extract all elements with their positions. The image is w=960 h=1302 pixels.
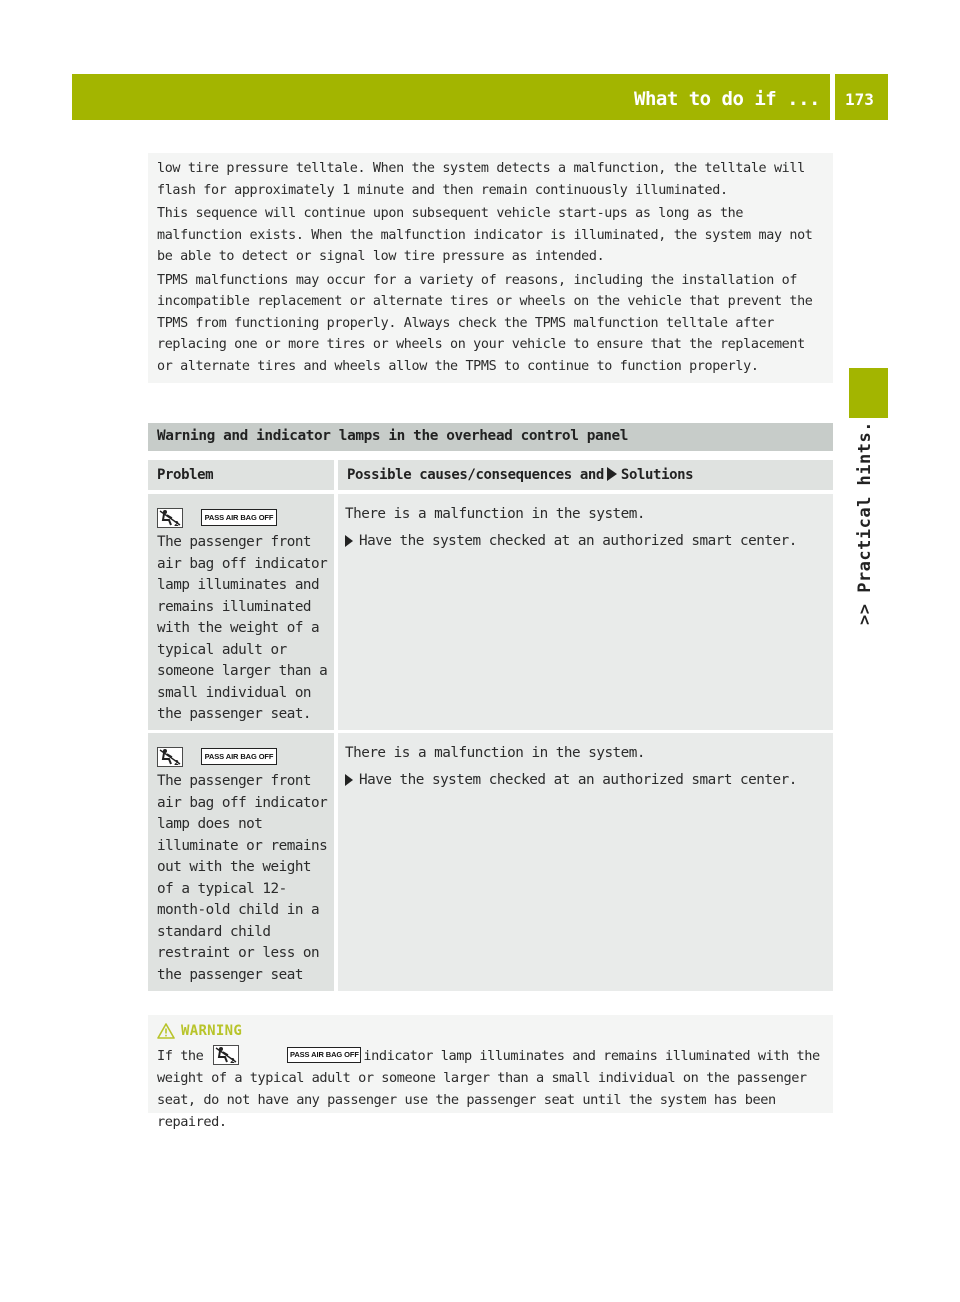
pass-air-bag-off-icon: PASS AIR BAG OFF	[201, 509, 277, 526]
solution-step	[345, 533, 797, 549]
solution-step	[345, 772, 797, 788]
step-text: Have the system checked at an authorized smart center.	[359, 772, 797, 788]
svg-text:2: 2	[174, 759, 179, 767]
arrow-right-icon	[345, 535, 353, 547]
side-tab-label: >> Practical hints.	[855, 421, 875, 625]
cause-text: There is a malfunction in the system.	[345, 745, 645, 761]
intro-box	[148, 153, 833, 383]
table-title: Warning and indicator lamps in the overhead control panel	[157, 428, 629, 444]
header-solutions-cell	[347, 467, 693, 483]
intro-paragraph: TPMS malfunctions may occur for a variety of reasons, including the installation of incompatible replacement or alternate tires or wheels on the vehicle that prevent the TPMS from functioning properly. Always check the TPMS malfunction telltale after replacing one or more tires or wheels on your vehicle to ensure that the replacement or alternate tires and wheels allow the TPMS to continue to function properly.	[157, 272, 813, 374]
intro-paragraph: This sequence will continue upon subsequent vehicle start-ups as long as the malfunction exists. When the malfunction indicator is illuminated, the system may not be able to detect or signal low tire pressure as intended.	[157, 206, 813, 264]
problem-text: The passenger front air bag off indicator lamp does not illuminate or remains out with the weight of a typical 12-month-old child in a standard child restraint or less on the passenger seat	[157, 773, 328, 983]
header-cell-problem	[148, 460, 334, 490]
warning-label: WARNING	[181, 1023, 243, 1039]
header-causes-label: Possible causes/consequences and	[347, 467, 604, 483]
warning-text-after: indicator lamp illuminates and remains illuminated with the weight of a typical adult or someone larger than a small individual on the passenger seat, do not have any passenger use the passenger seat until the system has been repaired.	[157, 1048, 820, 1130]
problem-cell	[148, 494, 334, 730]
pass-air-bag-off-icon: PASS AIR BAG OFF	[287, 1047, 361, 1063]
warning-text-before: If the	[157, 1048, 204, 1064]
table-title-bar	[148, 423, 833, 451]
arrow-right-icon	[607, 467, 617, 481]
passenger-seat-airbag-icon	[157, 747, 183, 767]
header-cell-solutions	[338, 460, 833, 490]
table-row	[148, 494, 833, 730]
solution-cell	[338, 494, 833, 730]
warning-text	[157, 1045, 829, 1133]
solution-cell	[338, 733, 833, 991]
warning-triangle-icon	[157, 1023, 175, 1039]
arrow-right-icon	[345, 774, 353, 786]
header-bar	[72, 74, 830, 120]
header-solutions-label: Solutions	[620, 467, 694, 483]
passenger-seat-airbag-icon	[213, 1045, 239, 1065]
header-problem-label: Problem	[157, 467, 214, 483]
problem-text: The passenger front air bag off indicator lamp illuminates and remains illuminated with the weight of a typical adult or someone larger than a small individual on the passenger seat.	[157, 534, 328, 722]
warning-heading	[157, 1023, 242, 1039]
step-text: Have the system checked at an authorized smart center.	[359, 533, 797, 549]
intro-paragraph: low tire pressure telltale. When the system detects a malfunction, the telltale will flash for approximately 1 minute and then remain continuously illuminated.	[157, 161, 805, 198]
cause-text: There is a malfunction in the system.	[345, 506, 645, 522]
passenger-seat-airbag-icon	[157, 508, 183, 528]
svg-text:2: 2	[174, 520, 179, 528]
problem-cell	[148, 733, 334, 991]
page-number-box	[835, 74, 888, 120]
pass-air-bag-off-icon: PASS AIR BAG OFF	[201, 748, 277, 765]
table-header	[148, 460, 833, 490]
warning-box	[148, 1015, 833, 1130]
page-number: 173	[845, 90, 874, 109]
table-row	[148, 733, 833, 991]
inline-indicator-icons	[203, 1047, 363, 1063]
section-title: What to do if ...	[634, 88, 820, 110]
svg-text:2: 2	[230, 1057, 235, 1065]
